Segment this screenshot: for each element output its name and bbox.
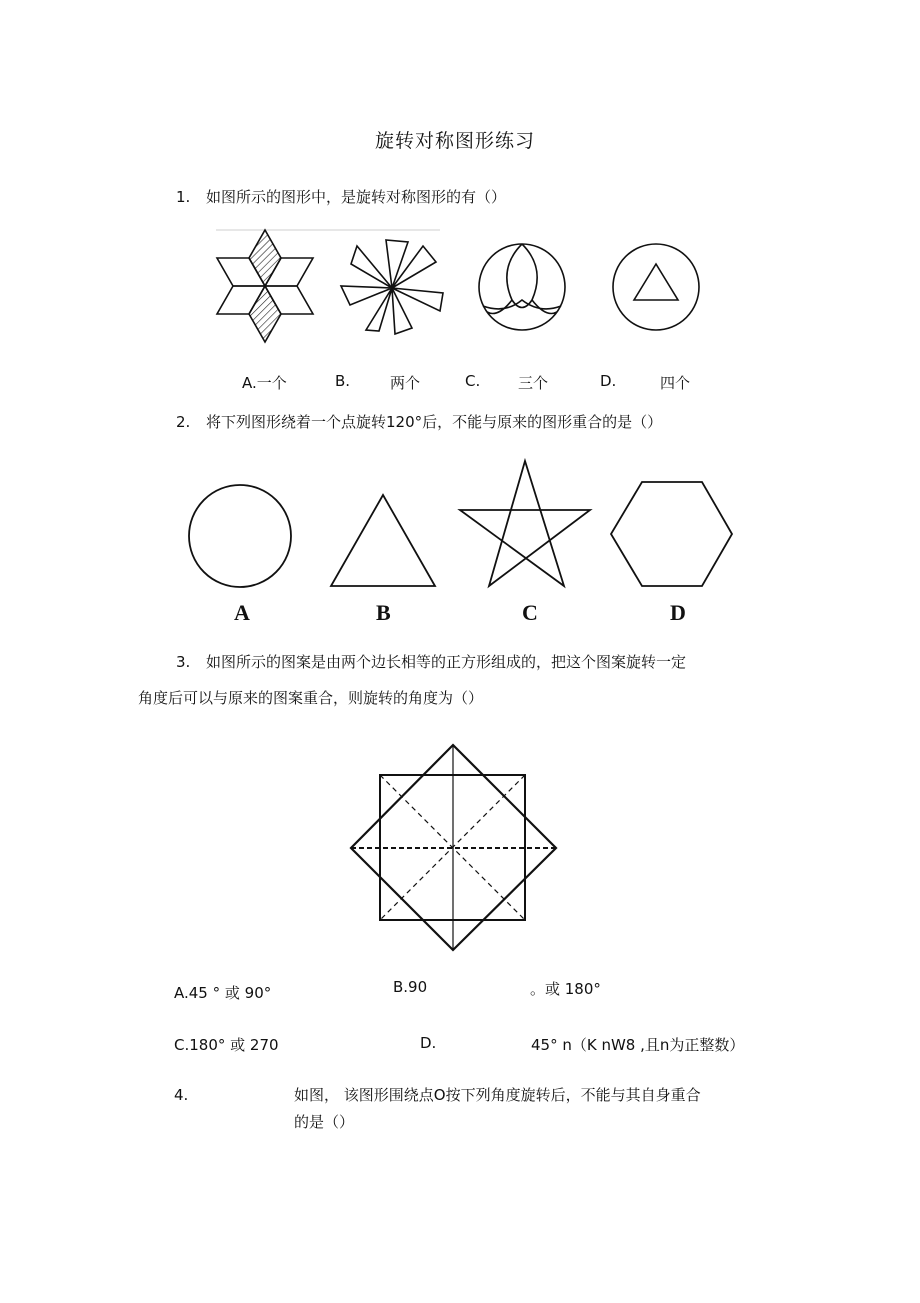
q4-text-line1: 如图， 该图形围绕点O按下列角度旋转后，不能与其自身重合	[294, 1086, 701, 1104]
q3-text-line2: 角度后可以与原来的图案重合，则旋转的角度为（）	[138, 689, 484, 707]
q2-label-c: C	[522, 600, 538, 625]
q1-option-c-text: 三个	[518, 374, 549, 392]
q2-label-d: D	[670, 600, 686, 625]
q4-number: 4.	[174, 1086, 189, 1104]
q1-option-b-text: 两个	[390, 374, 421, 392]
q3-option-b: B.90	[393, 978, 428, 996]
q2-text: 将下列图形绕着一个点旋转120°后，不能与原来的图形重合的是（）	[206, 413, 663, 431]
q2-number: 2.	[176, 413, 191, 431]
q2-label-a: A	[234, 600, 250, 625]
q3-option-c: C.180° 或 270	[174, 1036, 279, 1054]
q1-option-a: A.一个	[242, 374, 287, 392]
q3-option-b-cont: 。或 180°	[530, 980, 601, 998]
q1-text: 如图所示的图形中，是旋转对称图形的有（）	[206, 188, 507, 206]
page-title: 旋转对称图形练习	[375, 130, 536, 152]
q1-option-d: D.	[600, 372, 617, 390]
q1-number: 1.	[176, 188, 191, 206]
q3-text-line1: 如图所示的图案是由两个边长相等的正方形组成的，把这个图案旋转一定	[206, 653, 687, 671]
q3-option-d-text: 45° n（K nW8 ,且n为正整数）	[531, 1036, 745, 1054]
q1-option-d-text: 四个	[660, 374, 691, 392]
q4-text-line2: 的是（）	[294, 1113, 355, 1131]
q3-option-a: A.45 ° 或 90°	[174, 984, 272, 1002]
q3-option-d: D.	[420, 1034, 437, 1052]
q1-option-b: B.	[335, 372, 351, 390]
q2-label-b: B	[376, 600, 391, 625]
q3-number: 3.	[176, 653, 191, 671]
q1-option-c: C.	[465, 372, 481, 390]
